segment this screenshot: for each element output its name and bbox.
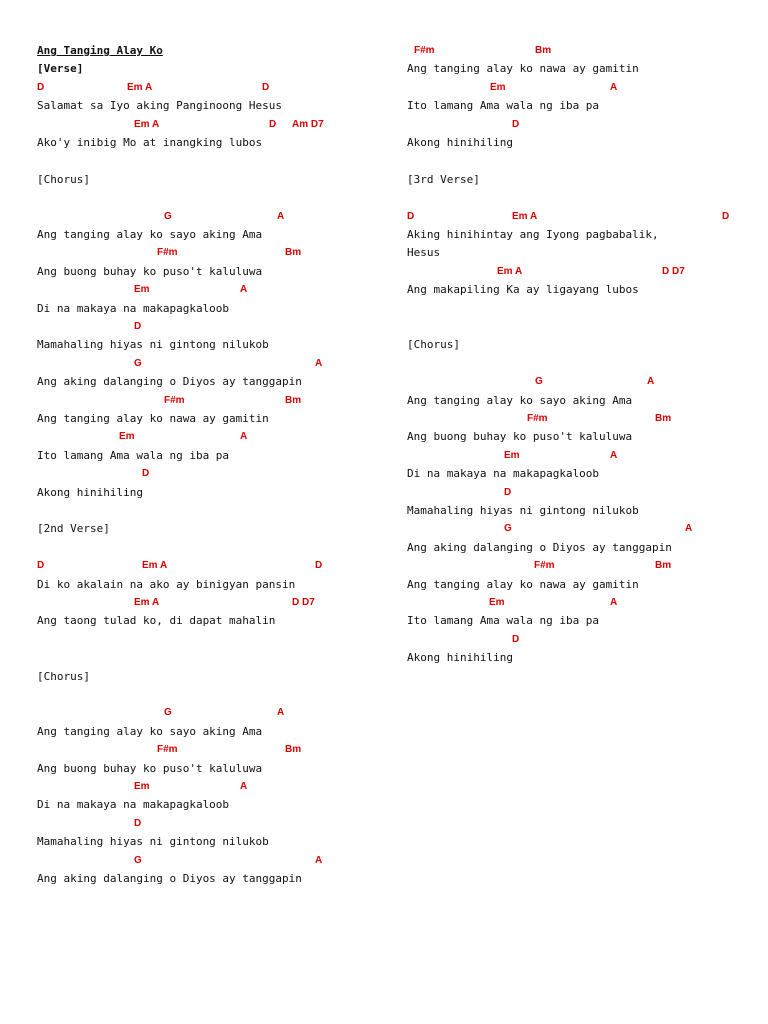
- chord-label: D: [142, 468, 150, 480]
- lyric-line: Hesus: [407, 246, 441, 260]
- chord-label: Bm: [285, 247, 302, 259]
- chord-label: D: [134, 817, 142, 829]
- chord-label: Am D7: [292, 118, 324, 130]
- lyric-line: Ito lamang Ama wala ng iba pa: [407, 614, 600, 628]
- lyric-line: Ang aking dalanging o Diyos ay tanggapin: [37, 872, 302, 885]
- chord-label: A: [685, 523, 693, 535]
- section-heading: [Chorus]: [407, 338, 460, 352]
- chord-label: Em A: [142, 560, 168, 572]
- lyric-line: Ang tanging alay ko nawa ay gamitin: [407, 62, 639, 76]
- lyric-line: Ako'y inibig Mo at inangking lubos: [37, 136, 263, 149]
- chord-label: Em A: [127, 81, 153, 93]
- chord-label: A: [647, 376, 655, 388]
- lyric-line: Di na makaya na makapagkaloob: [407, 467, 600, 481]
- chord-label: D: [269, 118, 277, 130]
- chord-label: D: [512, 633, 520, 645]
- lyric-line: Akong hinihiling: [407, 136, 513, 149]
- section-heading: [3rd Verse]: [407, 172, 480, 186]
- lyric-line: Ito lamang Ama wala ng iba pa: [37, 448, 230, 462]
- chord-label: F#m: [164, 394, 185, 406]
- chord-label: A: [610, 449, 618, 461]
- chord-label: F#m: [534, 560, 555, 572]
- chord-label: F#m: [157, 247, 178, 259]
- lyric-line: Ang aking dalanging o Diyos ay tanggapin: [407, 540, 672, 554]
- lyric-line: Di na makaya na makapagkaloob: [37, 798, 230, 812]
- chord-label: Em: [134, 781, 150, 792]
- lyric-line: Ang tanging alay ko nawa ay gamitin: [407, 577, 639, 591]
- lyric-line: Ang tanging alay ko nawa ay gamitin: [37, 412, 269, 425]
- lyric-line: Ang buong buhay ko puso't kaluluwa: [37, 264, 263, 278]
- chord-label: Em A: [497, 265, 523, 277]
- lyric-line: Mamahaling hiyas ni gintong nilukob: [407, 504, 639, 517]
- chord-label: Em A: [134, 597, 160, 608]
- chord-label: Em A: [512, 210, 538, 222]
- lyric-line: Ito lamang Ama wala ng iba pa: [407, 99, 600, 113]
- chord-label: A: [315, 357, 323, 369]
- lyric-line: Ang aking dalanging o Diyos ay tanggapin: [37, 375, 302, 389]
- chord-label: D: [262, 81, 270, 93]
- chord-label: A: [277, 210, 285, 222]
- chord-label: A: [240, 431, 248, 443]
- chord-label: Bm: [535, 45, 552, 56]
- lyric-line: Ang tanging alay ko sayo aking Ama: [37, 724, 263, 738]
- chord-label: Bm: [285, 394, 302, 406]
- chord-label: G: [535, 376, 543, 388]
- lyric-line: Aking hinihintay ang Iyong pagbabalik,: [407, 228, 659, 241]
- chord-label: D: [512, 118, 520, 130]
- chord-label: D: [37, 81, 45, 93]
- chord-label: Em A: [134, 118, 160, 130]
- section-heading: [Chorus]: [37, 669, 90, 683]
- lyric-line: Di na makaya na makapagkaloob: [37, 301, 230, 315]
- lyric-line: Akong hinihiling: [37, 485, 143, 499]
- lyric-line: Mamahaling hiyas ni gintong nilukob: [37, 338, 269, 352]
- chord-label: G: [504, 523, 512, 535]
- lyric-line: Ang buong buhay ko puso't kaluluwa: [37, 761, 263, 775]
- chord-label: G: [164, 707, 172, 719]
- lyric-line: Ang makapiling Ka ay ligayang lubos: [407, 283, 639, 297]
- lyric-line: Ang tanging alay ko sayo aking Ama: [37, 228, 263, 241]
- chord-label: A: [315, 854, 323, 866]
- lyric-line: Ang taong tulad ko, di dapat mahalin: [37, 614, 276, 628]
- chord-label: F#m: [527, 413, 548, 424]
- chord-label: G: [134, 854, 142, 866]
- chord-label: A: [610, 81, 618, 93]
- chord-label: G: [134, 357, 142, 369]
- lyric-line: Ang buong buhay ko puso't kaluluwa: [407, 430, 633, 444]
- chord-label: A: [240, 284, 248, 296]
- section-heading: [2nd Verse]: [37, 522, 110, 536]
- chord-label: A: [610, 597, 618, 608]
- chord-label: Em: [119, 431, 135, 443]
- lyric-line: Di ko akalain na ako ay binigyan pansin: [37, 577, 296, 591]
- lyric-line: Salamat sa Iyo aking Panginoong Hesus: [37, 99, 283, 113]
- section-heading: [Verse]: [37, 62, 84, 76]
- song-title: Ang Tanging Alay Ko: [37, 44, 163, 57]
- chord-label: Em: [134, 284, 150, 296]
- section-heading: [Chorus]: [37, 172, 90, 186]
- lyric-line: Akong hinihiling: [407, 651, 513, 665]
- chord-label: Bm: [655, 560, 672, 572]
- chord-label: F#m: [414, 45, 435, 56]
- chord-label: F#m: [157, 744, 178, 756]
- chord-label: Bm: [285, 744, 302, 756]
- chord-label: D D7: [662, 265, 685, 277]
- chord-label: D D7: [292, 597, 315, 608]
- chord-label: D: [504, 486, 512, 498]
- chord-label: Em: [504, 449, 520, 461]
- chord-label: D: [407, 210, 415, 222]
- chord-label: Em: [489, 597, 505, 608]
- chord-label: Bm: [655, 413, 672, 424]
- lyric-line: Ang tanging alay ko sayo aking Ama: [407, 393, 633, 407]
- chord-label: G: [164, 210, 172, 222]
- chord-label: D: [134, 321, 142, 332]
- chord-label: A: [277, 707, 285, 719]
- chord-label: D: [315, 560, 323, 572]
- chord-label: D: [37, 560, 45, 572]
- chord-label: D: [722, 210, 730, 222]
- chord-label: A: [240, 781, 248, 792]
- chord-label: Em: [490, 81, 506, 93]
- lyric-line: Mamahaling hiyas ni gintong nilukob: [37, 835, 269, 849]
